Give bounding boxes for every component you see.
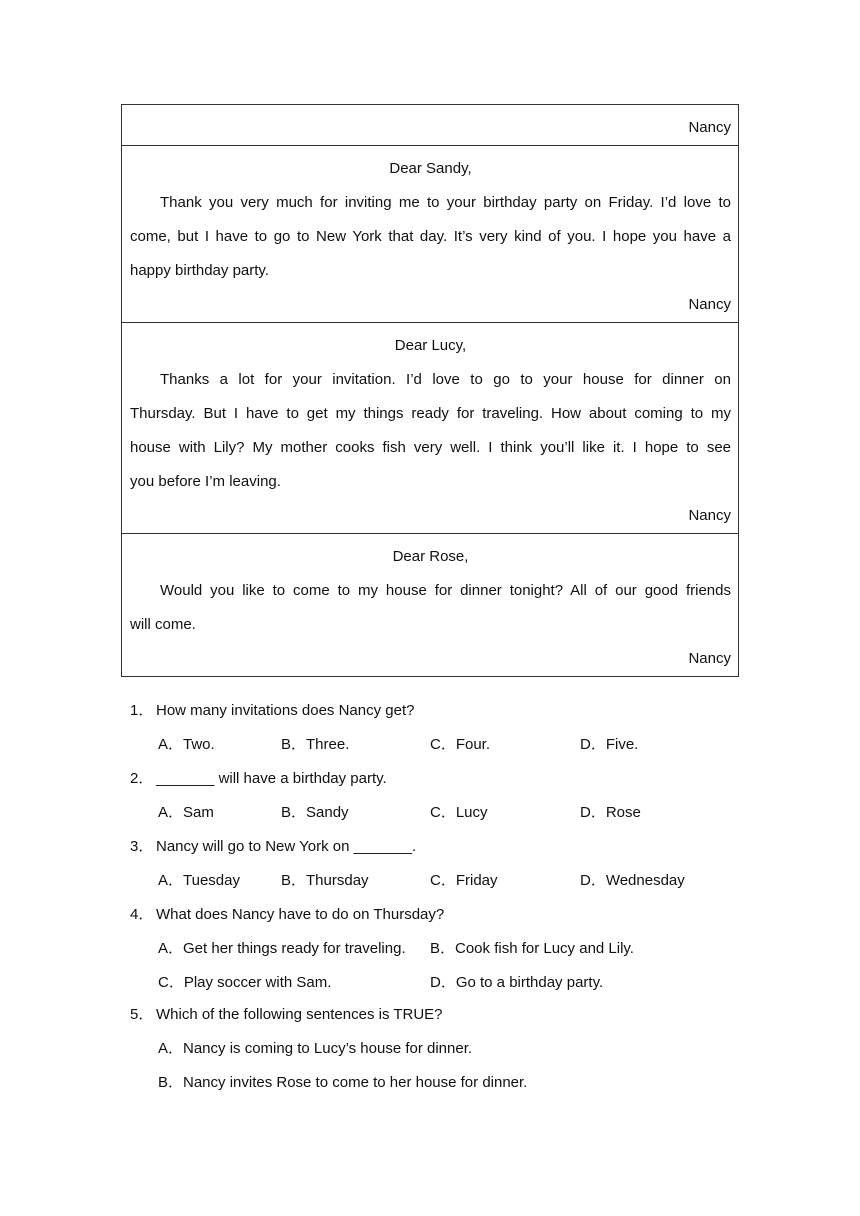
option-c[interactable]: C．Four.	[430, 736, 491, 753]
question-number: 4．	[130, 906, 154, 923]
letter-signature: Nancy	[688, 507, 731, 524]
letters-table	[121, 104, 739, 677]
options-row	[130, 796, 730, 830]
letter-line: Thanks a lot for your invitation. I’d love to go to your house for dinner on	[160, 371, 731, 388]
letter-greeting: Dear Sandy,	[389, 160, 472, 177]
question-stem: What does Nancy have to do on Thursday?	[156, 906, 445, 923]
option-b[interactable]: B．Three.	[281, 736, 350, 753]
question-3	[130, 830, 730, 898]
options-row	[130, 932, 730, 966]
options-row	[130, 864, 730, 898]
option-d[interactable]: D．Wednesday	[580, 872, 685, 889]
question-1	[130, 694, 730, 762]
letter-greeting: Dear Lucy,	[394, 337, 467, 354]
letter-line: Thursday. But I have to get my things ready for traveling. How about coming to my	[130, 405, 731, 422]
question-number: 3．	[130, 838, 154, 855]
options-row	[130, 966, 730, 1000]
question-5	[130, 998, 730, 1100]
question-text	[130, 998, 730, 1032]
options-row	[130, 728, 730, 762]
letter-signature: Nancy	[688, 296, 731, 313]
letter-line: Would you like to come to my house for dinner tonight? All of our good friends	[160, 582, 731, 599]
letter-line: will come.	[130, 616, 196, 633]
letter-line: house with Lily? My mother cooks fish very well. I think you’ll like it. I hope to see	[130, 439, 731, 456]
option-b[interactable]: B．Sandy	[281, 804, 349, 821]
option-d[interactable]: D．Five.	[580, 736, 639, 753]
option-c[interactable]: C．Lucy	[430, 804, 488, 821]
letter-cell	[122, 145, 738, 322]
option-a[interactable]: A．Get her things ready for traveling.	[158, 940, 406, 957]
letter-cell	[122, 533, 738, 676]
question-stem: Nancy will go to New York on _______.	[156, 838, 417, 855]
question-2	[130, 762, 730, 830]
option-b[interactable]: B．Cook fish for Lucy and Lily.	[430, 940, 634, 957]
option-b[interactable]: B．Thursday	[281, 872, 369, 889]
question-number: 1．	[130, 702, 154, 719]
question-stem: _______ will have a birthday party.	[156, 770, 387, 787]
option-a[interactable]: A．Two.	[158, 736, 215, 753]
question-stem: Which of the following sentences is TRUE?	[156, 1006, 443, 1023]
options-row	[130, 1066, 730, 1100]
question-text	[130, 898, 730, 932]
question-number: 5．	[130, 1006, 154, 1023]
option-b[interactable]: B．Nancy invites Rose to come to her house for dinner.	[158, 1074, 528, 1091]
letter-cell	[122, 322, 738, 533]
option-d[interactable]: D．Go to a birthday party.	[430, 974, 604, 991]
letter-line: Thank you very much for inviting me to your birthday party on Friday. I’d love to	[160, 194, 731, 211]
question-number: 2．	[130, 770, 154, 787]
letter-signature: Nancy	[688, 650, 731, 667]
options-row	[130, 1032, 730, 1066]
option-a[interactable]: A．Sam	[158, 804, 214, 821]
option-a[interactable]: A．Nancy is coming to Lucy’s house for dinner.	[158, 1040, 473, 1057]
question-text	[130, 762, 730, 796]
option-c[interactable]: C．Play soccer with Sam.	[158, 974, 332, 991]
option-c[interactable]: C．Friday	[430, 872, 498, 889]
letter-cell	[122, 105, 738, 145]
letter-signature: Nancy	[688, 119, 731, 136]
option-a[interactable]: A．Tuesday	[158, 872, 240, 889]
letter-line: happy birthday party.	[130, 262, 269, 279]
question-4	[130, 898, 730, 1000]
question-stem: How many invitations does Nancy get?	[156, 702, 415, 719]
letter-line: you before I’m leaving.	[130, 473, 281, 490]
letter-line: come, but I have to go to New York that day. It’s very kind of you. I hope you have a	[130, 228, 731, 245]
question-text	[130, 694, 730, 728]
question-text	[130, 830, 730, 864]
option-d[interactable]: D．Rose	[580, 804, 641, 821]
letter-greeting: Dear Rose,	[392, 548, 469, 565]
